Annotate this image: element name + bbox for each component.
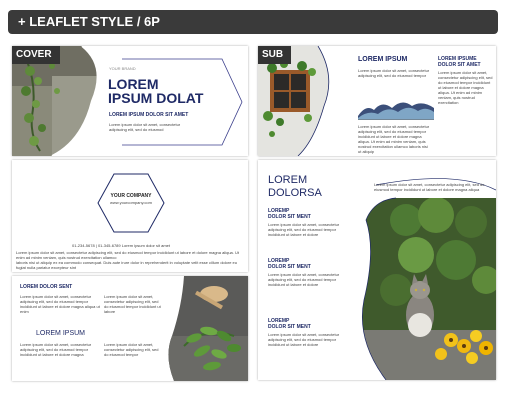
cover-panel [12,46,248,156]
cat-s2-h1: LOREMP [268,258,290,264]
spoon-leaf-photo [164,276,248,381]
cat-s1-h2: DOLOR SIT MENT [268,214,311,220]
sub-right-heading2: DOLOR SIT AMET [438,62,481,68]
bl-heading2: LOREM IPSUM [36,330,86,337]
sub-heading: LOREM IPSUM [358,56,408,63]
cat-title2: DOLORSA [268,187,322,199]
cat-s2-h2: DOLOR SIT MENT [268,264,311,270]
cover-title-line1: LOREM [108,76,159,92]
header-bar [8,10,498,34]
bl-text2: Lorem ipsum dolor sit amet, consectetur adipiscing elit, sed do eiusmod tempor incididunt ut labore et dolore magna [20,342,92,357]
bl-text1: Lorem ipsum dolor sit amet, consectetur adipiscing elit, sed do eiusmod tempor incididunt ut labore et dolore magna aliqua ut enim [20,294,100,314]
company-para2: laboris nisi ut aliquip ex ea commodo consequat. Duis aute irure dolor in reprehenderit in voluptate velit esse cillum dolore eu fugiat nulla pariatur excepteur sint [16,260,238,270]
contact-line: 01-234-5678 | 01-345-6789 Lorem ipsum dolor sit amet [72,243,170,248]
cat-intro: Lorem ipsum dolor sit amet, consectetur adipiscing elit, sed do eiusmod tempor incididunt ut labore et dolore magna aliqua [374,182,485,192]
company-name: YOUR COMPANY [110,193,152,199]
header-title: + LEAFLET STYLE / 6P [18,14,160,29]
cover-brand: YOUR BRAND [109,66,136,71]
bl-text2b: Lorem ipsum dolor sit amet, consectetur adipiscing elit, sed do eiusmod tempor [104,342,159,357]
cat-s3-h1: LOREMP [268,318,290,324]
sub-tab: SUB [258,46,291,64]
bl-heading1: LOREM DOLOR SENT [20,284,73,290]
sub-text-b: Lorem ipsum dolor sit amet, consectetur adipiscing elit, sed do eiusmod tempor incididunt ut labore et dolore magna aliqua. Ut enim ad minim veniam, quis nostrud exercitation ullamco laboris nisi ut aliquip [358,124,430,154]
sub-text-c: Lorem ipsum dolor sit amet, consectetur adipiscing elit, sed do eiusmod tempor incididunt ut labore et dolore magna aliqua. Ut enim ad minim veniam, quis nostrud exercitation [438,70,493,105]
cat-title1: LOREM [268,174,308,186]
company-url: www.yourcompany.com [110,200,152,205]
company-para1: Lorem ipsum dolor sit amet, consectetur adipiscing elit, sed do eiusmod tempor incididunt ut labore et dolore magna aliqua. Ut enim ad minim veniam, quis nostrud exercitation ullamco [16,250,240,260]
cat-s3-h2: DOLOR SIT MENT [268,324,311,330]
cat-panel [258,160,496,380]
cat-s1-h1: LOREMP [268,208,290,214]
cat-s3-text: Lorem ipsum dolor sit amet, consectetur adipiscing elit, sed do eiusmod tempor incididunt ut labore et dolore [268,332,340,347]
cover-tab: COVER [12,46,60,64]
cover-desc1: Lorem ipsum dolor sit amet, consectetur [109,122,181,127]
cover-subtitle: LOREM IPSUM DOLOR SIT AMET [109,112,189,118]
cover-title-line2: IPSUM DOLAT [108,90,204,106]
sub-panel [258,46,496,156]
sub-text-a: Lorem ipsum dolor sit amet, consectetur adipiscing elit, sed do eiusmod tempor [358,68,430,78]
bottom-left-panel [12,276,248,381]
company-panel [12,160,248,272]
sub-area-chart [358,96,434,120]
sub-right-heading1: LOREM IPSUME [438,56,477,62]
bl-text1b: Lorem ipsum dolor sit amet, consectetur adipiscing elit, sed do eiusmod tempor incididunt ut labore [104,294,161,314]
cover-desc2: adipiscing elit, sed do eiusmod [109,127,164,132]
cat-s1-text: Lorem ipsum dolor sit amet, consectetur adipiscing elit, sed do eiusmod tempor incididunt ut labore et dolore [268,222,340,237]
cat-s2-text: Lorem ipsum dolor sit amet, consectetur adipiscing elit, sed do eiusmod tempor incididunt ut labore et dolore [268,272,340,287]
